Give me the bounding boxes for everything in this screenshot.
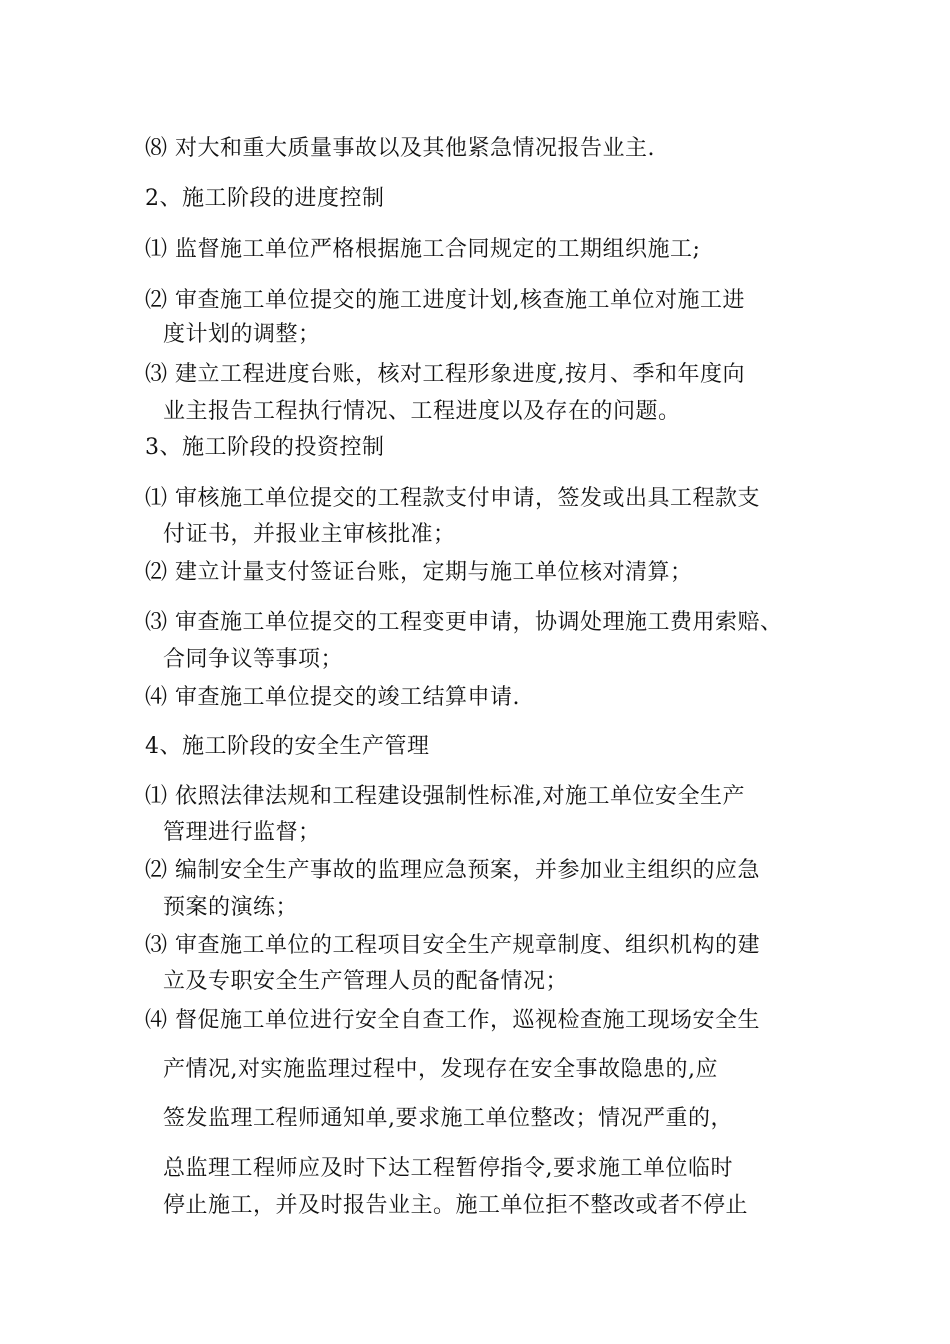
safety-item-2: ⑵ 编制安全生产事故的监理应急预案，并参加业主组织的应急 (145, 858, 760, 883)
investment-item-4: ⑷ 审查施工单位提交的竣工结算申请. (145, 685, 520, 710)
safety-item-4: ⑷ 督促施工单位进行安全自查工作，巡视检查施工现场安全生 (145, 1008, 760, 1033)
safety-item-4-line-3: 签发监理工程师通知单,要求施工单位整改；情况严重的， (163, 1106, 733, 1131)
safety-item-4-line-2: 产情况,对实施监理过程中，发现存在安全事故隐患的,应 (163, 1057, 718, 1082)
investment-item-1-continued: 付证书，并报业主审核批准； (163, 522, 456, 547)
safety-item-1: ⑴ 依照法律法规和工程建设强制性标准,对施工单位安全生产 (145, 784, 745, 809)
list-item-8-large-accident-report: ⑻ 对大和重大质量事故以及其他紧急情况报告业主. (145, 136, 655, 161)
safety-item-1-continued: 管理进行监督； (163, 820, 321, 845)
schedule-item-3: ⑶ 建立工程进度台账，核对工程形象进度,按月、季和年度向 (145, 362, 745, 387)
investment-item-2: ⑵ 建立计量支付签证台账，定期与施工单位核对清算； (145, 560, 693, 585)
safety-item-3: ⑶ 审查施工单位的工程项目安全生产规章制度、组织机构的建 (145, 933, 760, 958)
section-heading-safety-management: 4、施工阶段的安全生产管理 (145, 734, 430, 759)
safety-item-3-continued: 立及专职安全生产管理人员的配备情况； (163, 969, 569, 994)
investment-item-3-continued: 合同争议等事项； (163, 647, 344, 672)
schedule-item-2-continued: 度计划的调整； (163, 322, 321, 347)
investment-item-3: ⑶ 审查施工单位提交的工程变更申请，协调处理施工费用索赔、 (145, 610, 783, 635)
safety-item-2-continued: 预案的演练； (163, 895, 299, 920)
safety-item-4-line-5: 停止施工，并及时报告业主。施工单位拒不整改或者不停止 (163, 1193, 749, 1218)
safety-item-4-line-4: 总监理工程师应及时下达工程暂停指令,要求施工单位临时 (163, 1156, 733, 1181)
schedule-item-2: ⑵ 审查施工单位提交的施工进度计划,核查施工单位对施工进 (145, 288, 745, 313)
section-heading-investment-control: 3、施工阶段的投资控制 (145, 435, 385, 460)
investment-item-1: ⑴ 审核施工单位提交的工程款支付申请，签发或出具工程款支 (145, 486, 760, 511)
schedule-item-1: ⑴ 监督施工单位严格根据施工合同规定的工期组织施工; (145, 237, 701, 262)
schedule-item-3-continued: 业主报告工程执行情况、工程进度以及存在的问题。 (163, 399, 681, 424)
section-heading-schedule-control: 2、施工阶段的进度控制 (145, 186, 385, 211)
